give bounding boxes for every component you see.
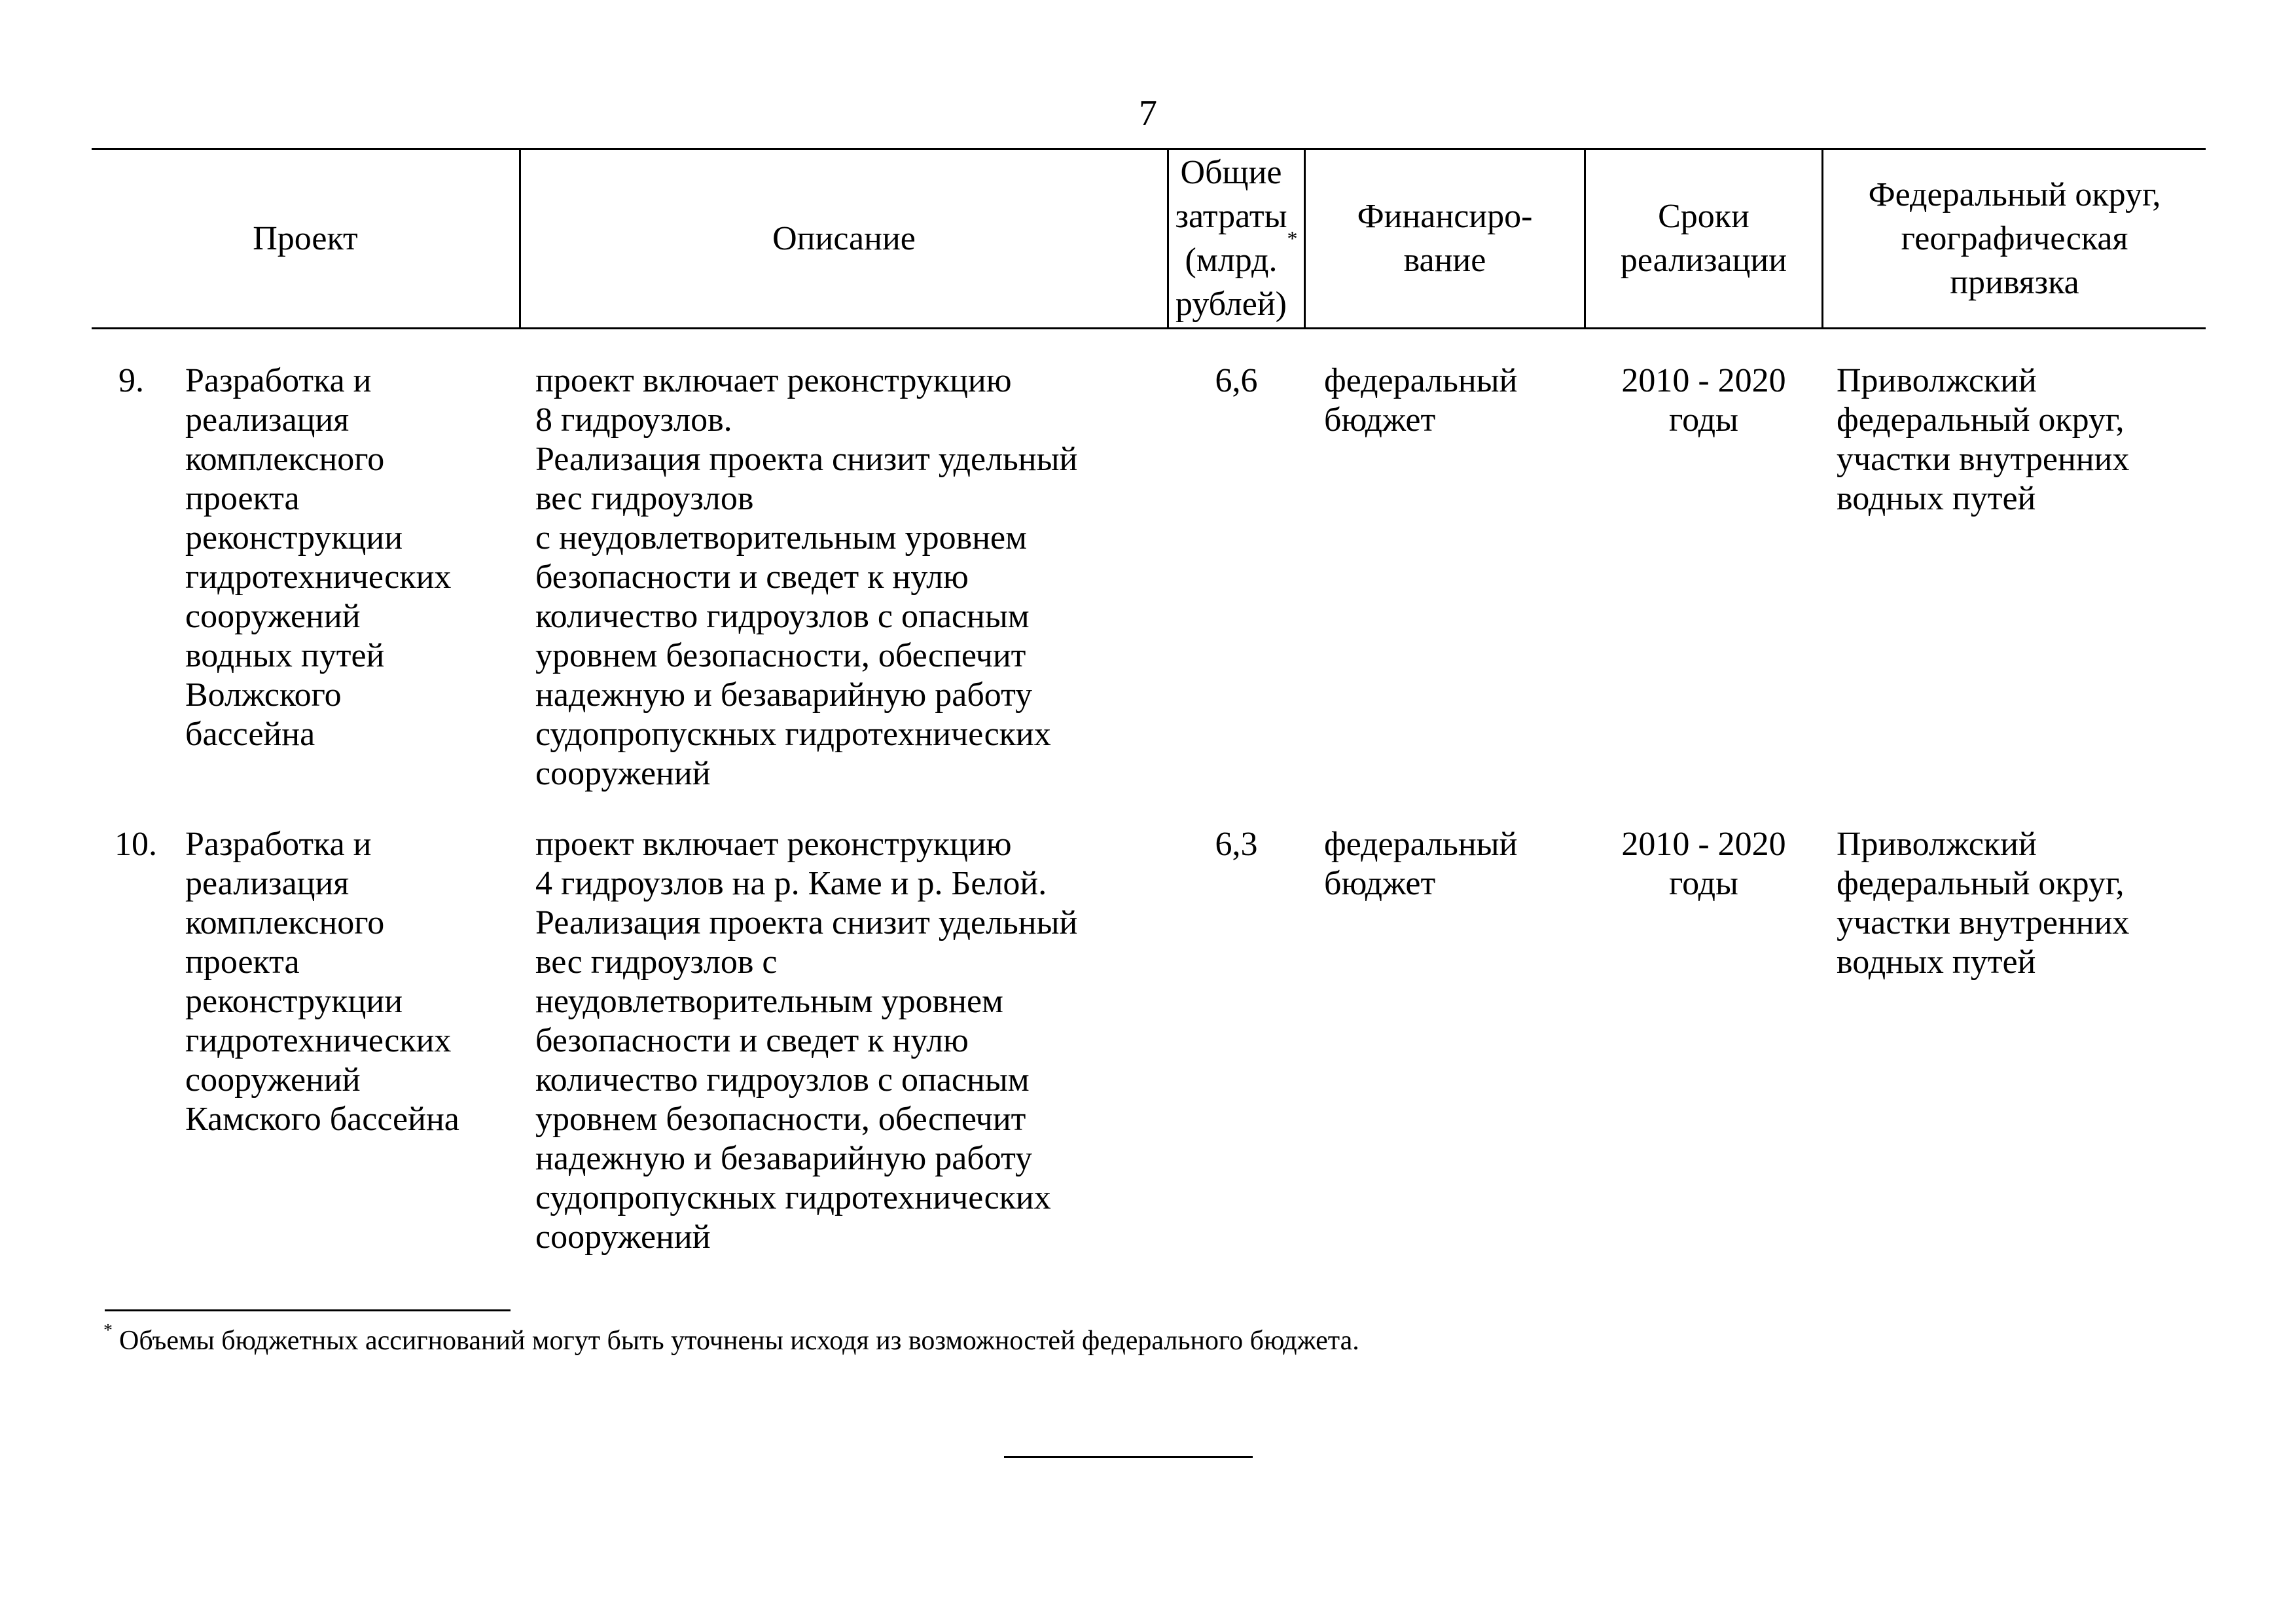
row-timeline: 2010 - 2020 годы	[1621, 362, 1786, 439]
footnote-text: Объемы бюджетных ассигнований могут быть уточнены исходя из возможностей федерального бюджета.	[119, 1326, 1359, 1356]
row-description: проект включает реконструкцию 4 гидроузлов на р. Каме и р. Белой. Реализация проекта снизит удельный вес гидроузлов с неудовлетворительным уровнем безопасности и сведет к нулю количество гидроузлов с опасным уровнем безопасности, обеспечит надежную и безаварийную работу судопропускных гидротехнических сооружений	[535, 826, 1078, 1256]
header-district: Федеральный округ, географическая привязка	[1868, 175, 2161, 301]
row-financing: федеральный бюджет	[1324, 826, 1518, 902]
row-costs: 6,6	[1215, 362, 1258, 399]
header-description: Описание	[772, 219, 916, 257]
row-number: 10.	[115, 826, 157, 863]
row-district: Приволжский федеральный округ, участки внутренних водных путей	[1837, 362, 2130, 517]
header-costs: Общие затраты (млрд. рублей) *	[1169, 149, 1304, 327]
row-project: Разработка и реализация комплексного проекта реконструкции гидротехнических сооружений Камского бассейна	[185, 826, 459, 1138]
row-district: Приволжский федеральный округ, участки внутренних водных путей	[1837, 826, 2130, 981]
row-costs: 6,3	[1215, 826, 1258, 863]
row-number: 9.	[118, 362, 144, 399]
header-financing: Финансиро- вание	[1357, 198, 1533, 279]
header-costs-label: Общие затраты (млрд. рублей)	[1175, 154, 1287, 323]
header-project: Проект	[253, 219, 358, 257]
footnote-separator	[105, 1309, 511, 1311]
header-timeline: Сроки реализации	[1620, 198, 1787, 279]
row-financing: федеральный бюджет	[1324, 362, 1518, 439]
page-number: 7	[1139, 93, 1157, 134]
row-project: Разработка и реализация комплексного проекта реконструкции гидротехнических сооружений водных путей Волжского бассейна	[185, 362, 452, 753]
footnote	[103, 1321, 1359, 1360]
end-of-page-rule	[1004, 1456, 1253, 1458]
footnote-mark: *	[103, 1321, 113, 1341]
row-timeline: 2010 - 2020 годы	[1621, 826, 1786, 902]
row-description: проект включает реконструкцию 8 гидроузлов. Реализация проекта снизит удельный вес гидроузлов с неудовлетворительным уровнем безопасности и сведет к нулю количество гидроузлов с опасным уровнем безопасности, обеспечит надежную и безаварийную работу судопропускных гидротехнических сооружений	[535, 362, 1078, 792]
table-header-bottom-rule	[92, 327, 2206, 329]
